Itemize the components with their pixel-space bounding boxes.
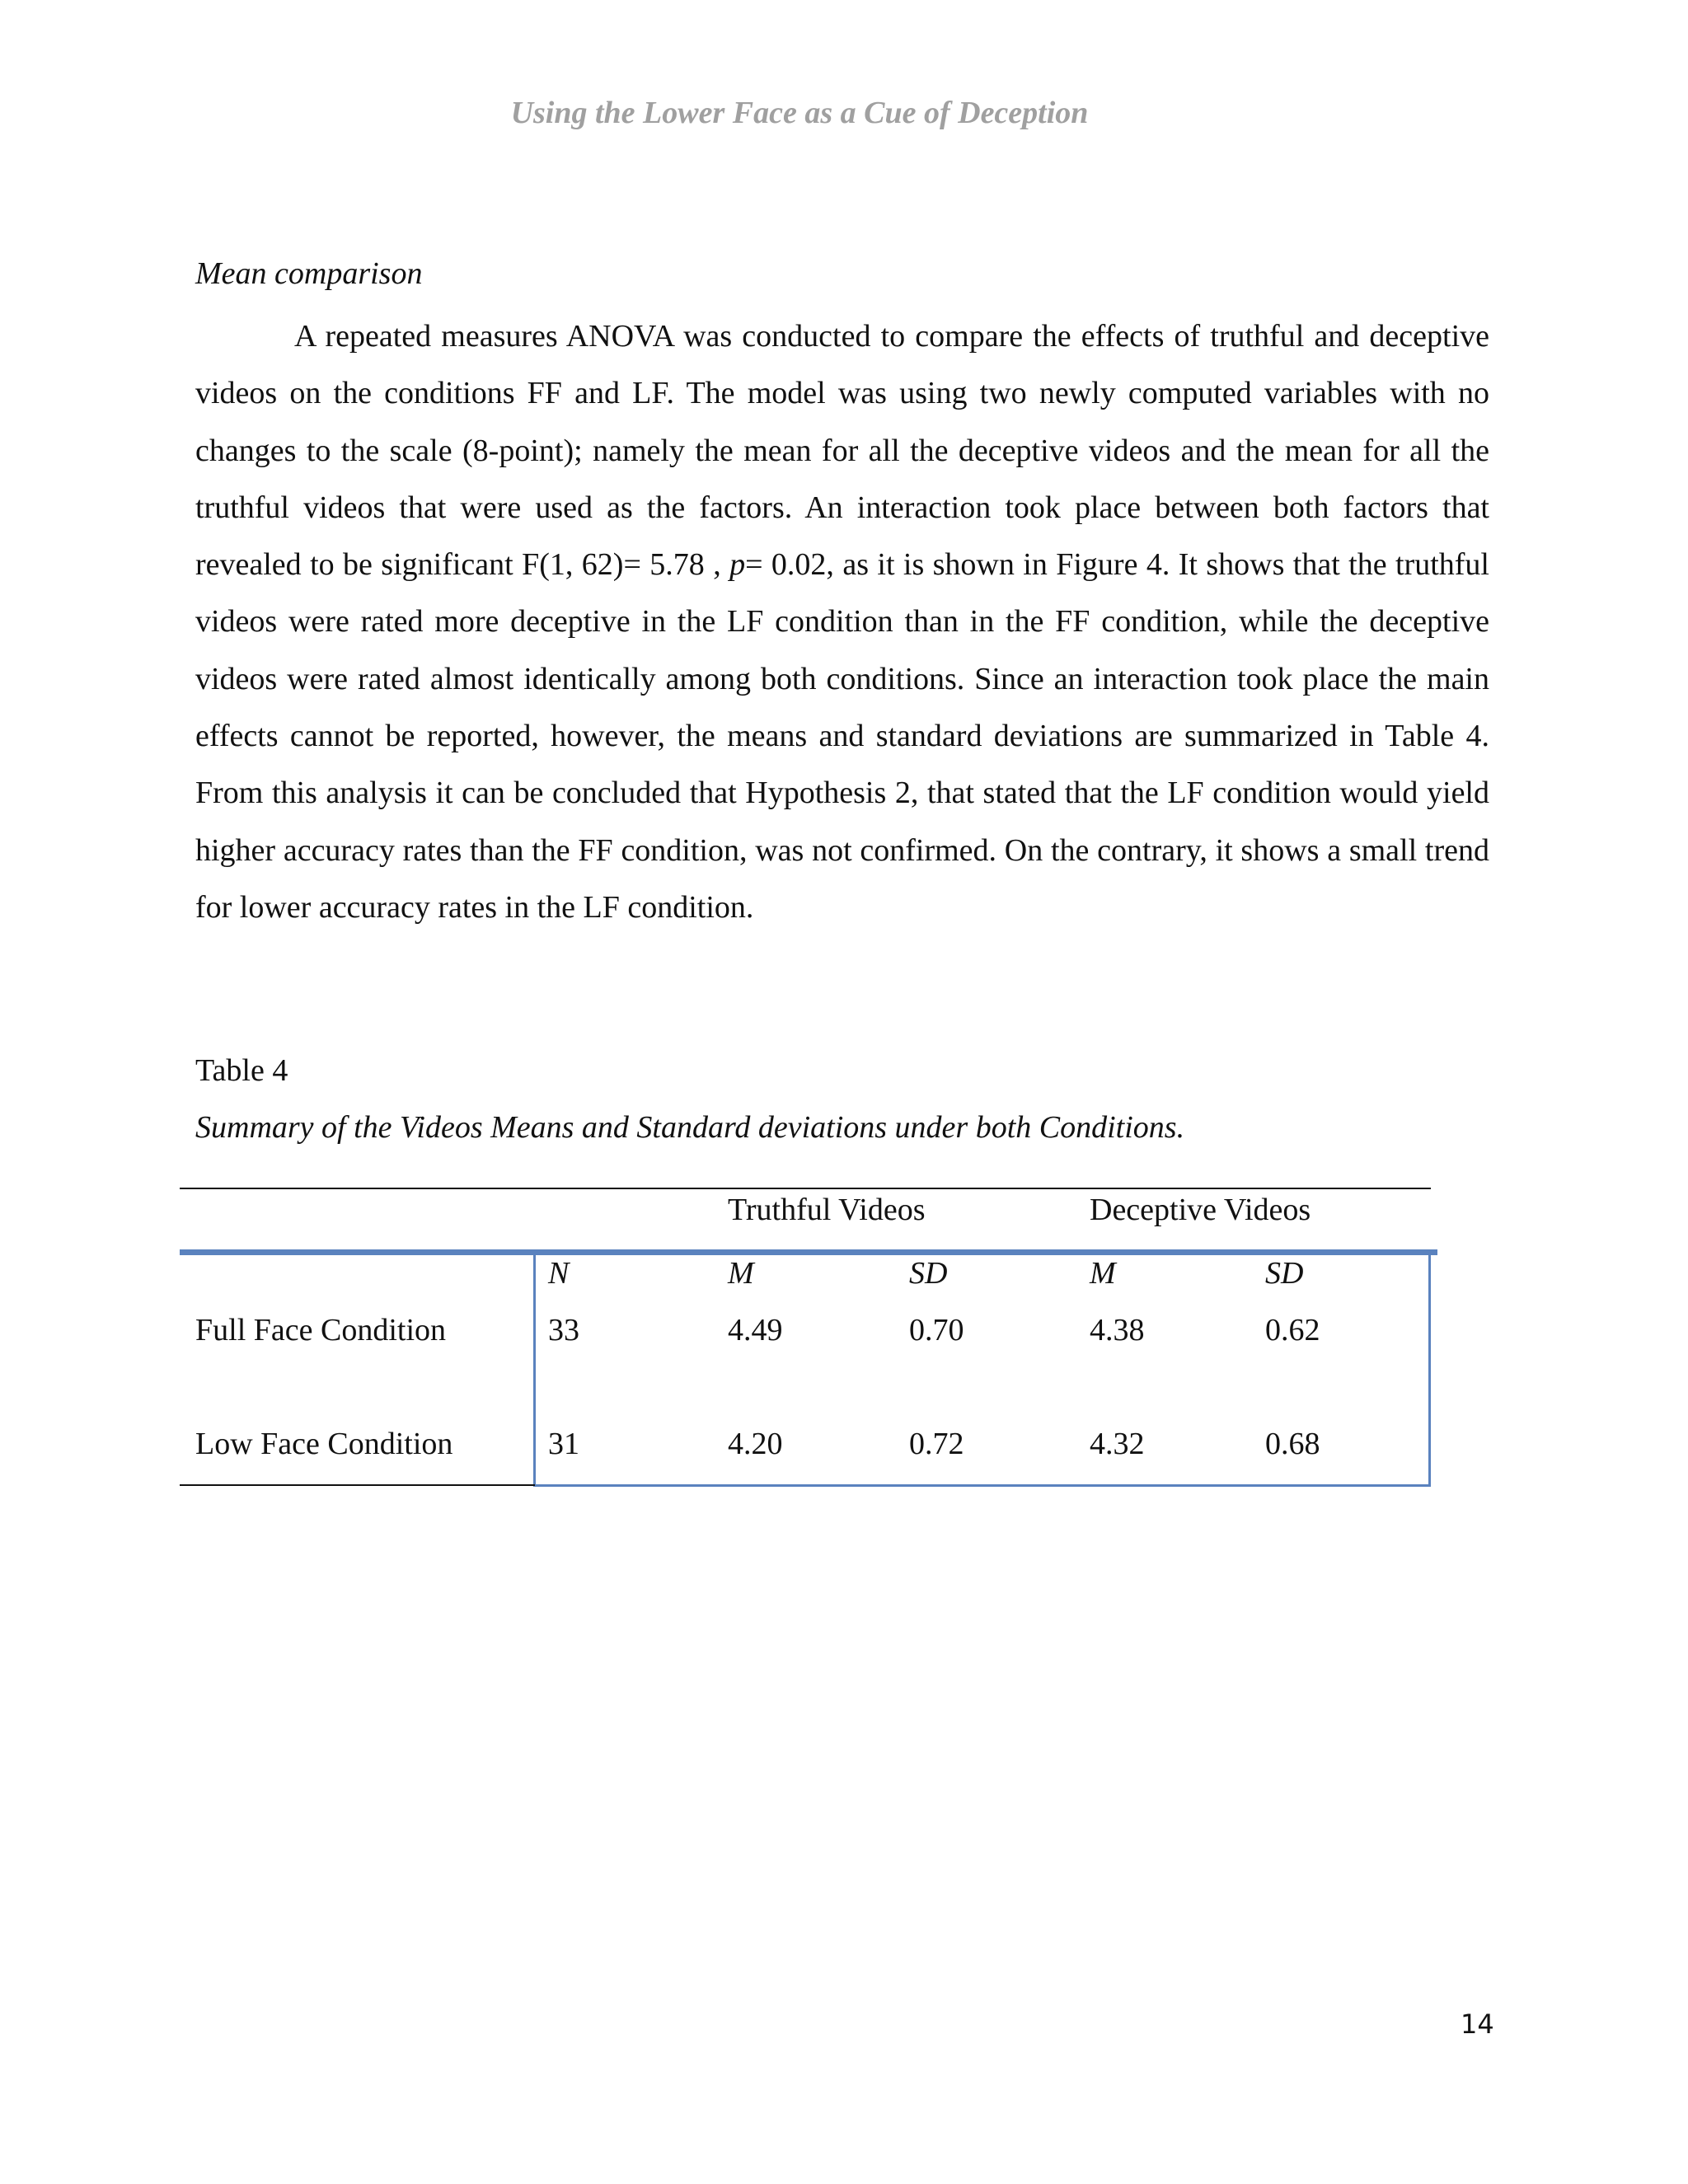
body-text-part-1: A repeated measures ANOVA was conducted to compare the effects of truthful and deceptive videos on the conditions FF and LF. The model was using two newly computed variables with no changes to the scale (8-point); namely the mean for all the deceptive videos and the mean for all the truthful videos that were used as the factors. An interaction took place between both factors that revealed to be significant F(1, 62)= 5.78 ,	[195, 319, 1489, 583]
table-cell: 0.62	[1265, 1313, 1320, 1347]
group-header-truthful: Truthful Videos	[728, 1193, 926, 1227]
running-header: Using the Lower Face as a Cue of Deception	[510, 96, 1089, 130]
table-box-bottom-border	[533, 1484, 1431, 1487]
table-cell: 4.20	[728, 1427, 783, 1461]
table-cell: 33	[548, 1313, 579, 1347]
body-text-part-2: = 0.02, as it is shown in Figure 4. It shows that the truthful videos were rated more deceptive in the LF condition than in the FF condition, while the deceptive videos were rated almost identically among both conditions. Since an interaction took place the main effects cannot be reported, however, the means and standard deviations are summarized in Table 4. From this analysis it can be concluded that Hypothesis 2, that stated that the LF condition would yield higher accuracy rates than the FF condition, was not confirmed. On the contrary, it shows a small trend for lower accuracy rates in the LF condition.	[195, 547, 1489, 925]
table-top-rule	[180, 1188, 1431, 1189]
table-caption: Summary of the Videos Means and Standard deviations under both Conditions.	[195, 1110, 1185, 1145]
table-box-right-border	[1428, 1252, 1431, 1487]
table-cell: 0.72	[909, 1427, 964, 1461]
column-header-n: N	[548, 1256, 570, 1291]
column-header-deceptive-m: M	[1090, 1256, 1116, 1291]
header-blue-rule	[180, 1249, 1437, 1255]
table-cell: 31	[548, 1427, 579, 1461]
column-header-deceptive-sd: SD	[1265, 1256, 1304, 1291]
table-cell: 0.68	[1265, 1427, 1320, 1461]
page-number: 14	[1461, 2008, 1494, 2040]
table-cell: 0.70	[909, 1313, 964, 1347]
row-label-low-face: Low Face Condition	[195, 1427, 453, 1461]
table-label: Table 4	[195, 1053, 288, 1088]
table-cell: 4.49	[728, 1313, 783, 1347]
table-bottom-rule	[180, 1484, 535, 1486]
group-header-deceptive: Deceptive Videos	[1090, 1193, 1311, 1227]
p-value-symbol: p	[729, 547, 746, 583]
table-cell: 4.32	[1090, 1427, 1145, 1461]
column-header-truthful-m: M	[728, 1256, 754, 1291]
table-cell: 4.38	[1090, 1313, 1145, 1347]
column-header-truthful-sd: SD	[909, 1256, 948, 1291]
table-box-left-border	[533, 1252, 536, 1487]
body-paragraph	[195, 308, 1489, 936]
row-label-full-face: Full Face Condition	[195, 1313, 446, 1347]
section-heading: Mean comparison	[195, 256, 423, 291]
